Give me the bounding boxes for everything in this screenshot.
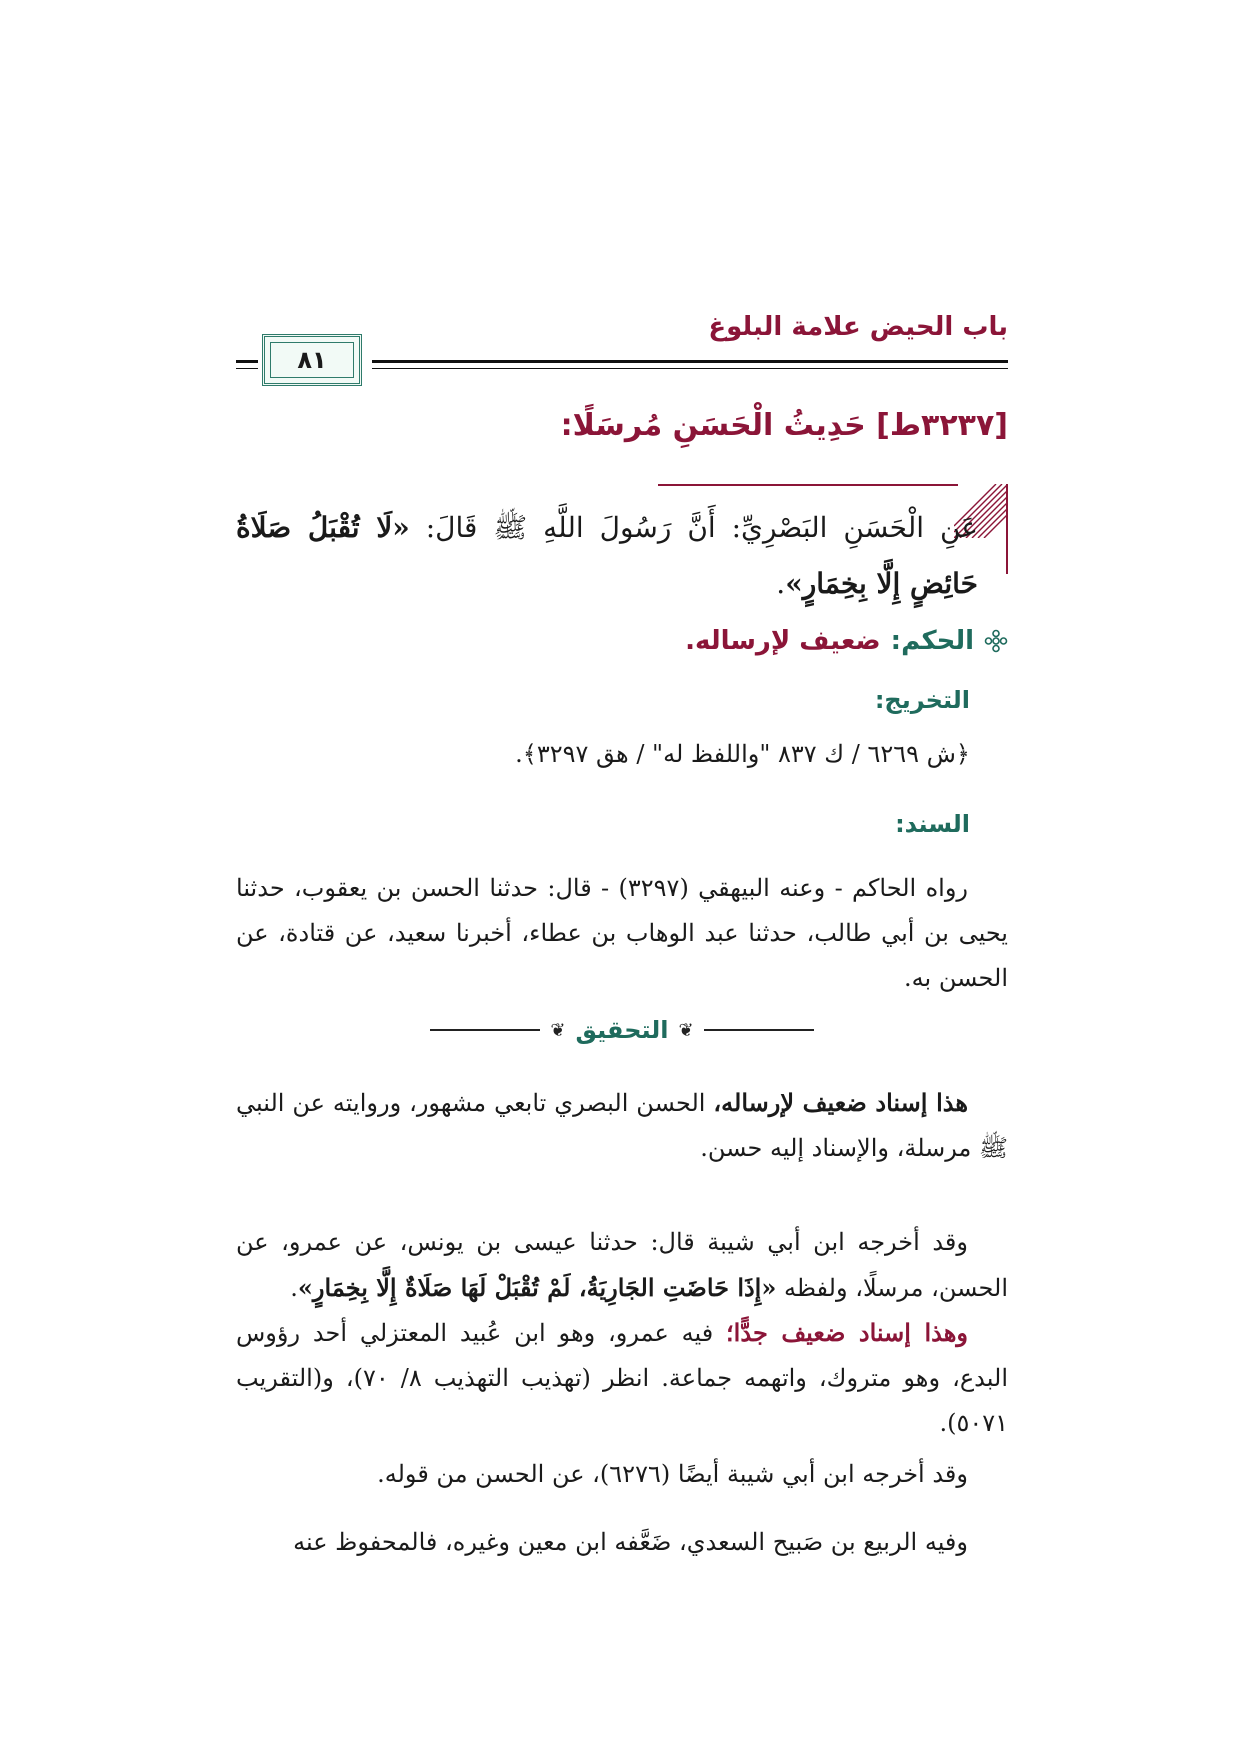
tahqiq-divider (236, 1010, 1008, 1050)
p3-rest: فيه عمرو، وهو ابن عُبيد المعتزلي أحد رؤوس البدع، وهو متروك، واتهمه جماعة. انظر (تهذيب التهذيب ٨/ ٧٠)، و(التقريب ٥٠٧١). (236, 1319, 1008, 1437)
p2-start: وقد أخرجه ابن أبي شيبة قال: حدثنا عيسى بن يونس، عن عمرو، عن الحسن، مرسلًا، ولفظه (236, 1228, 1008, 1302)
page-number: ٨١ (297, 346, 327, 374)
analysis-paragraph-2 (236, 1220, 1008, 1311)
takhrij-label: التخريج: (874, 686, 970, 714)
header-rule-left-thin (236, 368, 258, 369)
header-rule-thin (372, 368, 1008, 369)
p2-quote: «إِذَا حَاضَتِ الجَارِيَةُ، لَمْ تُقْبَلْ لَهَا صَلَاةٌ إِلَّا بِخِمَارٍ» (297, 1273, 777, 1302)
p3-red: وهذا إسناد ضعيف جدًّا؛ (726, 1318, 969, 1347)
hadith-intro: عَنِ الْحَسَنِ البَصْرِيِّ: أَنَّ رَسُولَ اللَّهِ ﷺ قَالَ: (409, 511, 979, 544)
divider-ornament-icon: ❦ (550, 1019, 566, 1041)
sanad-text: رواه الحاكم - وعنه البيهقي (٣٢٩٧) - قال: حدثنا الحسن بن يعقوب، حدثنا يحيى بن أبي طالب، حدثنا عبد الوهاب بن عطاء، أخبرنا سعيد، عن قتادة، عن الحسن به. (236, 874, 1008, 992)
flower-icon (984, 629, 1008, 653)
hadith-top-rule (658, 484, 958, 486)
divider-line (430, 1029, 540, 1031)
running-title: باب الحيض علامة البلوغ (708, 312, 1008, 342)
divider-line (704, 1029, 814, 1031)
hadith-text (236, 500, 978, 612)
ruling-label: الحكم: (890, 626, 974, 656)
ruling-value: ضعيف لإرساله. (685, 626, 881, 656)
p2-end: . (290, 1274, 298, 1302)
analysis-paragraph-5: وفيه الربيع بن صَبيح السعدي، ضَعَّفه ابن معين وغيره، فالمحفوظ عنه (293, 1528, 968, 1556)
takhrij-refs: ﴿ش ٦٢٦٩ / ك ٨٣٧ "واللفظ له" / هق ٣٢٩٧﴾. (515, 740, 970, 768)
header-rule-left (236, 360, 258, 363)
analysis-paragraph-1 (236, 1080, 1008, 1171)
analysis-paragraph-4: وقد أخرجه ابن أبي شيبة أيضًا (٦٢٧٦)، عن الحسن من قوله. (377, 1460, 968, 1488)
hadith-end: . (776, 567, 786, 600)
hadith-box (236, 484, 1008, 614)
tahqiq-title: التحقيق (575, 1016, 669, 1044)
p1-rest: الحسن البصري تابعي مشهور، وروايته عن النبي ﷺ مرسلة، والإسناد إليه حسن. (236, 1089, 1008, 1162)
analysis-paragraph-3 (236, 1310, 1008, 1446)
hadith-heading: [٣٢٣٧ط] حَدِيثُ الْحَسَنِ مُرسَلًا: (560, 408, 1008, 443)
divider-ornament-icon: ❦ (678, 1019, 694, 1041)
p1-bold: هذا إسناد ضعيف لإرساله، (713, 1088, 968, 1117)
hadith-quote: «لَا تُقْبَلُ صَلَاةُ حَائِضٍ إِلَّا بِخِمَارٍ» (236, 511, 978, 600)
header-rule (372, 360, 1008, 363)
ruling (685, 626, 1008, 656)
sanad-label: السند: (895, 810, 970, 838)
page-number-frame (262, 334, 362, 386)
